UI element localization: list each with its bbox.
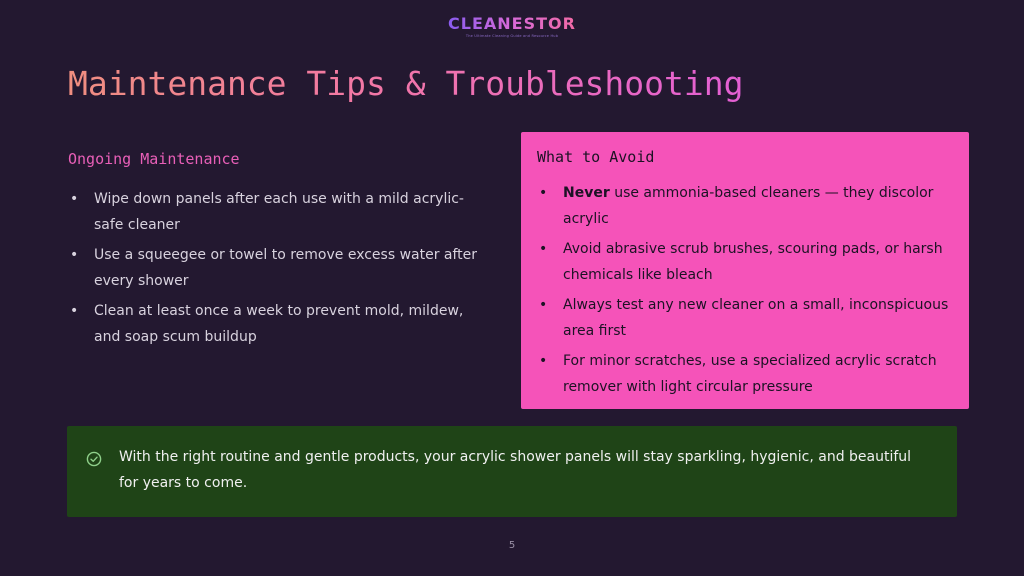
list-item: • Always test any new cleaner on a small, inconspicuous area first: [537, 292, 953, 344]
logo-tagline: The Ultimate Cleaning Guide and Resource Hub: [465, 34, 559, 38]
page-number: 5: [508, 540, 516, 551]
ongoing-maintenance-section: [68, 150, 488, 354]
logo-wordmark: CLEANESTOR: [448, 14, 576, 33]
list-item-text: use ammonia-based cleaners — they discolor acrylic: [563, 185, 934, 227]
what-to-avoid-list: [537, 180, 953, 400]
list-item: • Avoid abrasive scrub brushes, scouring pads, or harsh chemicals like bleach: [537, 236, 953, 288]
what-to-avoid-box: [521, 132, 969, 409]
list-item: • Use a squeegee or towel to remove excess water after every shower: [68, 242, 488, 294]
emphasis-never: Never: [563, 185, 610, 201]
ongoing-maintenance-heading: Ongoing Maintenance: [68, 150, 240, 168]
summary-callout: [67, 426, 957, 517]
brand-logo: [0, 14, 1024, 38]
list-item: [537, 180, 953, 232]
callout-text: With the right routine and gentle products, your acrylic shower panels will stay sparkling, hygienic, and beautiful for years to come.: [119, 449, 912, 491]
list-item: • For minor scratches, use a specialized acrylic scratch remover with light circular pressure: [537, 348, 953, 400]
ongoing-maintenance-list: [68, 186, 488, 350]
check-circle-icon: [86, 451, 102, 467]
list-item: • Wipe down panels after each use with a mild acrylic-safe cleaner: [68, 186, 488, 238]
slide-title: Maintenance Tips & Troubleshooting: [68, 64, 744, 103]
what-to-avoid-heading: What to Avoid: [537, 148, 655, 166]
list-item: • Clean at least once a week to prevent mold, mildew, and soap scum buildup: [68, 298, 488, 350]
